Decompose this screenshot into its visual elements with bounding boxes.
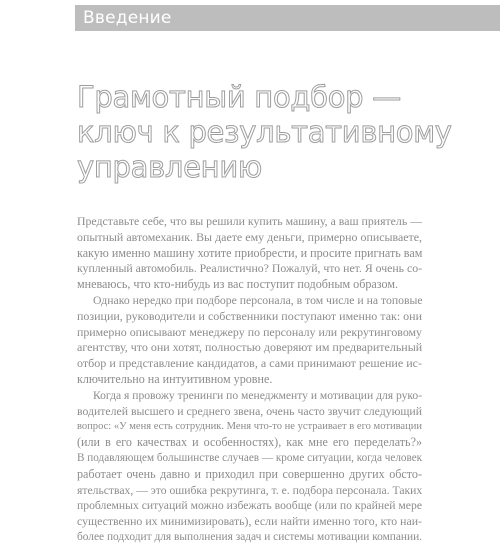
text-line: водителей высшего и среднего звена, очень часто звучит следующий	[77, 404, 422, 418]
text-line: мневаюсь, что кто-нибудь из вас поступит подобным образом.	[77, 277, 398, 292]
text-line: какую именно машину хотите приобрести, и просите пригнать вам	[77, 245, 423, 260]
text-line: Однако нередко при подборе персонала, в том числе и на топовые	[93, 293, 423, 307]
chapter-title-line: ключ к результативному	[77, 115, 452, 149]
paragraph	[77, 388, 422, 546]
paragraph	[77, 214, 422, 293]
text-line: Представьте себе, что вы решили купить машину, а ваш приятель —	[77, 214, 422, 228]
section-header-label: Введение	[83, 8, 172, 28]
text-line: более подходит для выполнения задач и системы мотивации компании.	[77, 530, 422, 543]
text-line: примерно описывают менеджеру по персоналу или рекрутинговому	[77, 324, 422, 339]
paragraph	[77, 293, 422, 388]
chapter-title-line: Грамотный подбор —	[77, 80, 401, 114]
section-header-bar	[75, 5, 500, 31]
text-line: Когда я провожу тренинги по менеджменту и мотивации для руко-	[93, 388, 423, 402]
text-line: вопрос: «У меня есть сотрудник. Меня что-то не устраивает в его мотивации	[77, 421, 422, 433]
chapter-title	[77, 80, 452, 185]
text-line: В подавляющем большинстве случаев — кроме ситуации, когда человек	[77, 451, 423, 464]
chapter-title-line: управлению	[77, 150, 262, 184]
text-line: позиции, руководители и собственники поступают именно так: они	[77, 308, 422, 323]
text-line: ключительно на интуитивном уровне.	[77, 371, 273, 386]
text-line: агентству, что они хотят, полностью доверяют им предварительный	[77, 340, 423, 355]
text-line: опытный автомеханик. Вы даете ему деньги, примерно описываете,	[77, 229, 422, 244]
text-line: ятельствах, — это ошибка рекрутинга, т. е. подбора персонала. Таких	[77, 483, 423, 497]
text-line: работает очень давно и приходил при совершенно других обсто-	[77, 466, 422, 481]
body-text	[77, 214, 422, 546]
text-line: (или в его качествах и особенностях), как мне его переделать?»	[77, 435, 422, 450]
text-line: отбор и представление кандидатов, а сами принимают решение ис-	[77, 356, 423, 371]
text-line: купленный автомобиль. Реалистично? Пожалуй, что нет. Я очень со-	[77, 261, 423, 276]
text-line: существенно их минимизировать), если найти именно того, кто наи-	[77, 514, 422, 529]
text-line: проблемных ситуаций можно избежать вообще (или по крайней мере	[77, 499, 422, 513]
